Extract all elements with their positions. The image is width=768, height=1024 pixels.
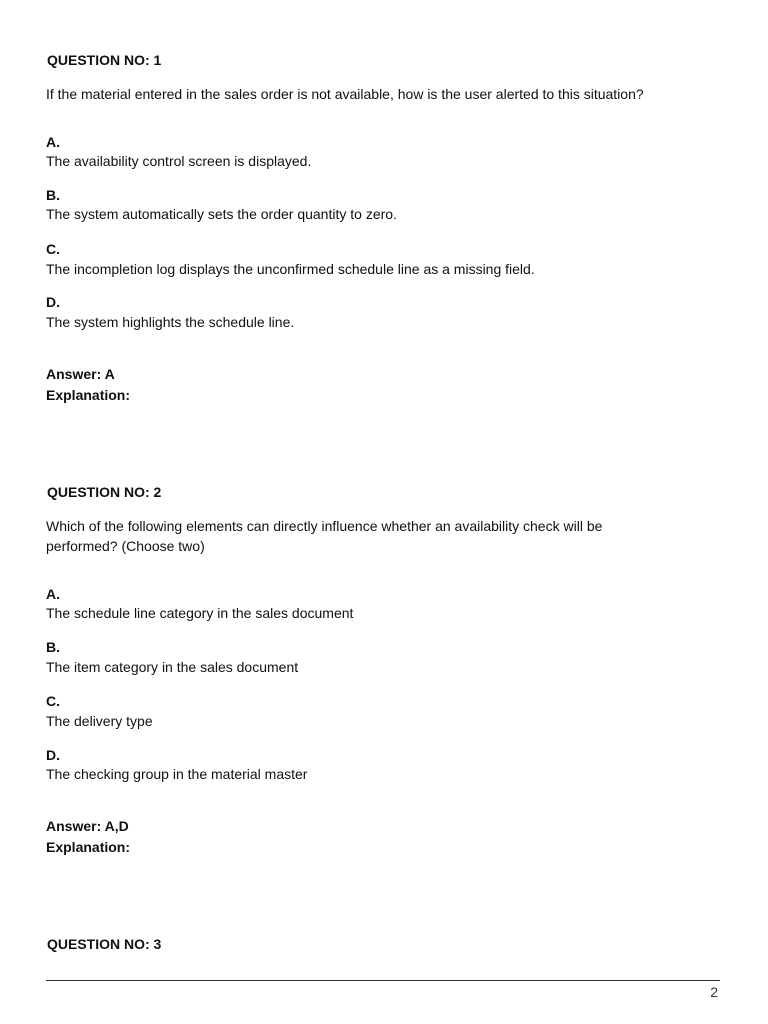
question-1-answer: Answer: A: [46, 366, 115, 382]
question-2-answer: Answer: A,D: [46, 818, 129, 834]
question-1-option-b-letter: B.: [46, 187, 60, 203]
question-1-option-b-text: The system automatically sets the order quantity to zero.: [46, 206, 397, 222]
question-1-explanation: Explanation:: [46, 387, 131, 403]
question-2-explanation: Explanation:: [46, 839, 131, 855]
question-2-option-b-letter: B.: [46, 639, 60, 655]
question-1-heading: QUESTION NO: 1: [47, 52, 162, 68]
question-1-option-c-letter: C.: [46, 241, 60, 257]
question-1-option-d-letter: D.: [46, 294, 60, 310]
question-2-option-d-letter: D.: [46, 747, 60, 763]
question-1-option-a-text: The availability control screen is displayed.: [46, 153, 312, 169]
footer-divider: [46, 980, 720, 981]
question-2-text-line-2: performed? (Choose two): [46, 538, 205, 554]
question-2-option-c-text: The delivery type: [46, 713, 153, 729]
question-1-option-d-text: The system highlights the schedule line.: [46, 314, 295, 330]
question-2-option-a-text: The schedule line category in the sales document: [46, 605, 354, 621]
question-1-text: If the material entered in the sales order is not available, how is the user alerted to this situation?: [46, 86, 644, 102]
question-1-option-c-text: The incompletion log displays the unconfirmed schedule line as a missing field.: [46, 261, 535, 277]
question-2-option-d-text: The checking group in the material master: [46, 766, 308, 782]
question-1-option-a-letter: A.: [46, 134, 60, 150]
question-2-heading: QUESTION NO: 2: [47, 484, 162, 500]
question-2-text-line-1: Which of the following elements can directly influence whether an availability check will be: [46, 518, 603, 534]
question-2-option-b-text: The item category in the sales document: [46, 659, 299, 675]
page-number: 2: [710, 984, 718, 1000]
question-2-option-a-letter: A.: [46, 586, 60, 602]
question-3-heading: QUESTION NO: 3: [47, 936, 162, 952]
question-2-option-c-letter: C.: [46, 693, 60, 709]
